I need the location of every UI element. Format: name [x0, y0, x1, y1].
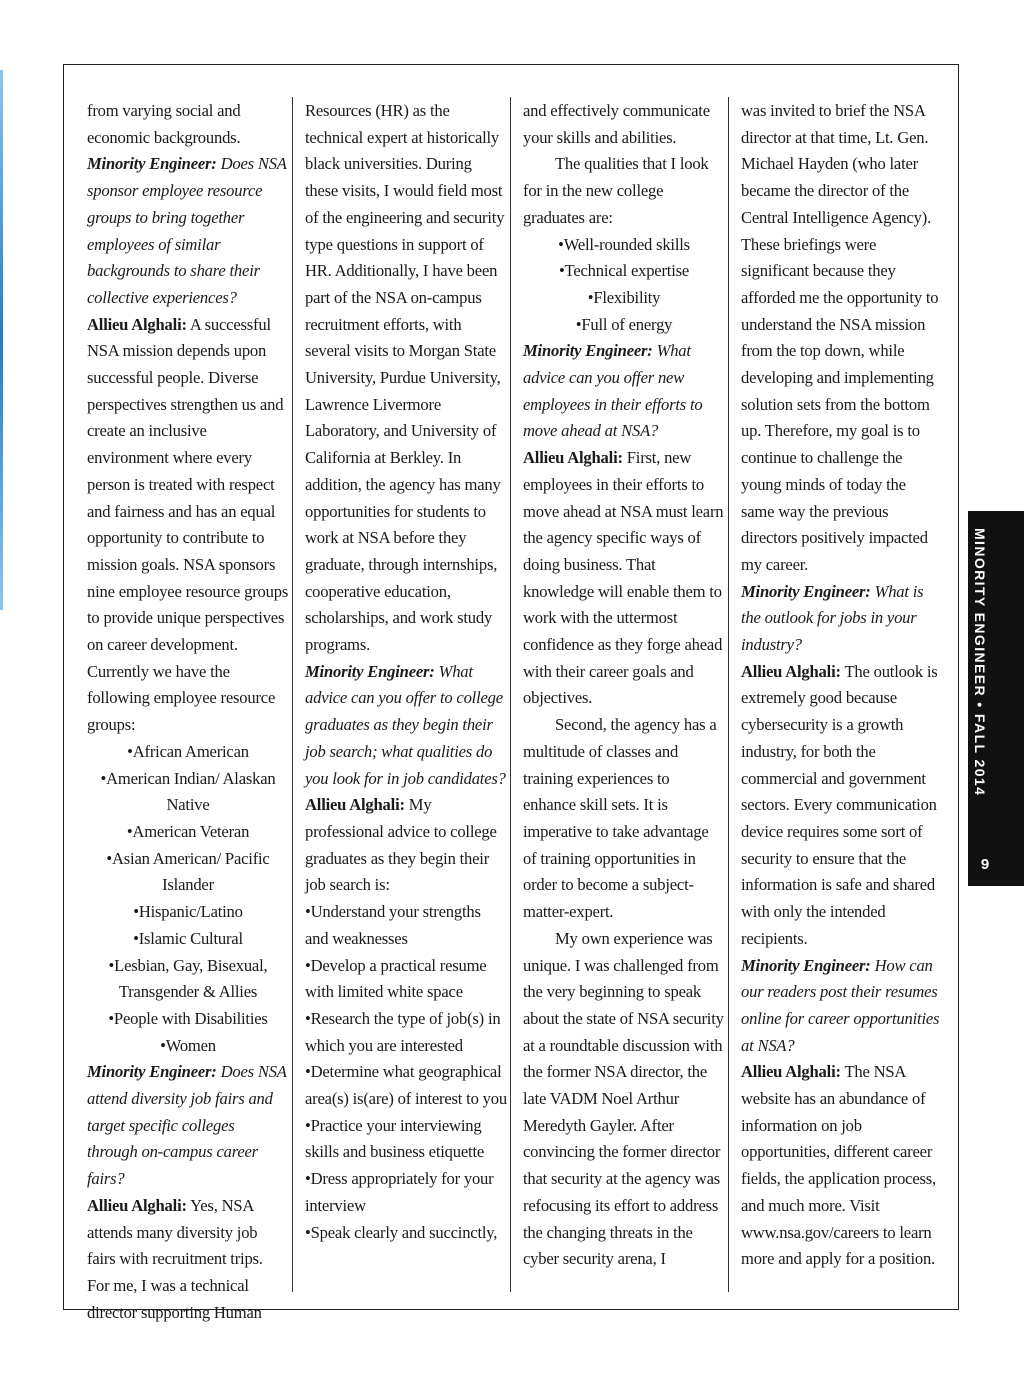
paragraph: •Understand your strengths and weaknesses — [305, 902, 481, 948]
paragraph: Second, the agency has a multitude of classes and training experiences to enhance skill sets. It is imperative to take advantage of training opportunities in order to become a subject-matter-expert. — [523, 715, 717, 922]
column-rule — [728, 97, 729, 1292]
paragraph: •Speak clearly and succinctly, — [305, 1222, 498, 1242]
list-item: •People with Disabilities — [108, 1008, 268, 1028]
paragraph: •Practice your interviewing skills and business etiquette — [305, 1115, 485, 1162]
speaker-label: Minority Engineer: — [87, 154, 217, 174]
interviewer-question — [87, 151, 289, 311]
paragraph: was invited to brief the NSA director at that time, Lt. Gen. Michael Hayden (who later became the director of the Central Intelligence Agency). These briefings were significant because they afforded me the opportunity to understand the NSA mission from the top down, while developing and implementing solution sets from the bottom up. Therefore, my goal is to continue to challenge the young minds of today the same way the previous directors positively impacted my career. — [741, 101, 939, 574]
list-item: •Technical expertise — [558, 261, 690, 281]
article-column-2 — [305, 98, 507, 1246]
paragraph-text: What is the outlook for jobs in your industry? — [741, 581, 924, 655]
interviewee-answer — [523, 445, 725, 712]
interviewee-answer — [741, 659, 943, 953]
article-column-3 — [523, 98, 725, 1273]
interviewer-question — [87, 1059, 289, 1193]
article-column-4 — [741, 98, 943, 1273]
interviewee-answer — [741, 1059, 943, 1273]
speaker-label: Allieu Alghali: — [87, 314, 187, 334]
list-item: •Lesbian, Gay, Bisexual, Transgender & Allies — [108, 955, 268, 1002]
list-item: •African American — [127, 741, 249, 761]
speaker-label: Minority Engineer: — [741, 581, 871, 601]
paragraph-text: My professional advice to college graduates as they begin their job search is: — [305, 795, 497, 895]
paragraph-text: Does NSA attend diversity job fairs and target specific colleges through on-campus career fairs? — [87, 1062, 287, 1189]
paragraph-text: What advice can you offer to college graduates as they begin their job search; what qualities do you look for in job candidates? — [305, 661, 506, 788]
list-item: •Asian American/ Pacific Islander — [106, 848, 270, 895]
interviewer-question — [523, 338, 725, 445]
paragraph: •Research the type of job(s) in which you are interested — [305, 1008, 501, 1055]
list-item: •Flexibility — [587, 287, 661, 307]
list-item: •Hispanic/Latino — [133, 902, 243, 922]
speaker-label: Minority Engineer: — [523, 341, 653, 361]
speaker-label: Allieu Alghali: — [305, 795, 405, 815]
interviewee-answer — [87, 312, 289, 739]
list-item: •Islamic Cultural — [133, 928, 243, 948]
article-column-1 — [87, 98, 289, 1326]
paragraph: Resources (HR) as the technical expert at historically black universities. During these visits, I would field most of the engineering and security type questions in support of HR. Additionally, I have been part of the NSA on-campus recruitment efforts, with several visits to Morgan State University, Purdue University, Lawrence Livermore Laboratory, and University of California at Berkley. In addition, the agency has many opportunities for students to work at NSA before they graduate, through internships, cooperative education, scholarships, and work study programs. — [305, 101, 505, 655]
paragraph-text: The outlook is extremely good because cybersecurity is a growth industry, for both the commercial and government sectors. Every communication device requires some sort of security to ensure that the information is safe and shared with only the intended recipients. — [741, 661, 938, 948]
list-item: •Well-rounded skills — [558, 234, 690, 254]
interviewer-question — [741, 579, 943, 659]
list-item: •Women — [160, 1035, 216, 1055]
paragraph: •Dress appropriately for your interview — [305, 1169, 494, 1215]
paragraph: •Determine what geographical area(s) is(are) of interest to you — [305, 1062, 507, 1109]
paragraph-text: A successful NSA mission depends upon successful people. Diverse perspectives strengthen us and create an inclusive environment where every person is treated with respect and fairness and has an equal opportunity to contribute to mission goals. NSA sponsors nine employee resource groups to provide unique perspectives on career development. Currently we have the following employee resource groups: — [87, 314, 289, 735]
speaker-label: Allieu Alghali: — [741, 1062, 841, 1082]
paragraph-text: Does NSA sponsor employee resource groups to bring together employees of similar backgrounds to share their collective experiences? — [87, 154, 287, 307]
left-accent-bar — [0, 70, 3, 610]
speaker-label: Allieu Alghali: — [87, 1195, 187, 1215]
speaker-label: Allieu Alghali: — [523, 448, 623, 468]
magazine-running-head: MINORITY ENGINEER • FALL 2014 — [972, 528, 988, 797]
paragraph-text: How can our readers post their resumes online for career opportunities at NSA? — [741, 955, 940, 1055]
speaker-label: Minority Engineer: — [741, 955, 871, 975]
paragraph-text: What advice can you offer new employees in their efforts to move ahead at NSA? — [523, 341, 703, 441]
interviewer-question — [305, 659, 507, 793]
column-rule — [292, 97, 293, 1292]
paragraph: •Develop a practical resume with limited white space — [305, 955, 487, 1002]
paragraph: from varying social and economic backgrounds. — [87, 101, 241, 147]
paragraph: and effectively communicate your skills and abilities. — [523, 101, 710, 147]
interviewer-question — [741, 953, 943, 1060]
speaker-label: Allieu Alghali: — [741, 661, 841, 681]
interviewee-answer — [87, 1193, 289, 1327]
interviewee-answer — [305, 792, 507, 899]
paragraph: The qualities that I look for in the new college graduates are: — [523, 154, 709, 227]
list-item: •American Indian/ Alaskan Native — [100, 768, 276, 815]
paragraph-text: First, new employees in their efforts to move ahead at NSA must learn the agency specific ways of doing business. That knowledge will enable them to work with the uttermost confidence as they forge ahead with their career goals and objectives. — [523, 448, 724, 708]
paragraph: My own experience was unique. I was challenged from the very beginning to speak about the state of NSA security at a roundtable discussion with the former NSA director, the late VADM Noel Arthur Meredyth Gayler. After convincing the former director that security at the agency was refocusing its effort to address the changing threats in the cyber security arena, I — [523, 928, 724, 1269]
speaker-label: Minority Engineer: — [87, 1062, 217, 1082]
paragraph-text: The NSA website has an abundance of information on job opportunities, different career fields, the application process, and much more. Visit www.nsa.gov/careers to learn more and apply for a position. — [741, 1062, 936, 1269]
page-number: 9 — [980, 856, 990, 873]
column-rule — [510, 97, 511, 1292]
paragraph-text: Yes, NSA attends many diversity job fairs with recruitment trips. For me, I was a technical director supporting Human — [87, 1195, 263, 1322]
speaker-label: Minority Engineer: — [305, 661, 435, 681]
list-item: •Full of energy — [575, 314, 673, 334]
list-item: •American Veteran — [126, 821, 250, 841]
